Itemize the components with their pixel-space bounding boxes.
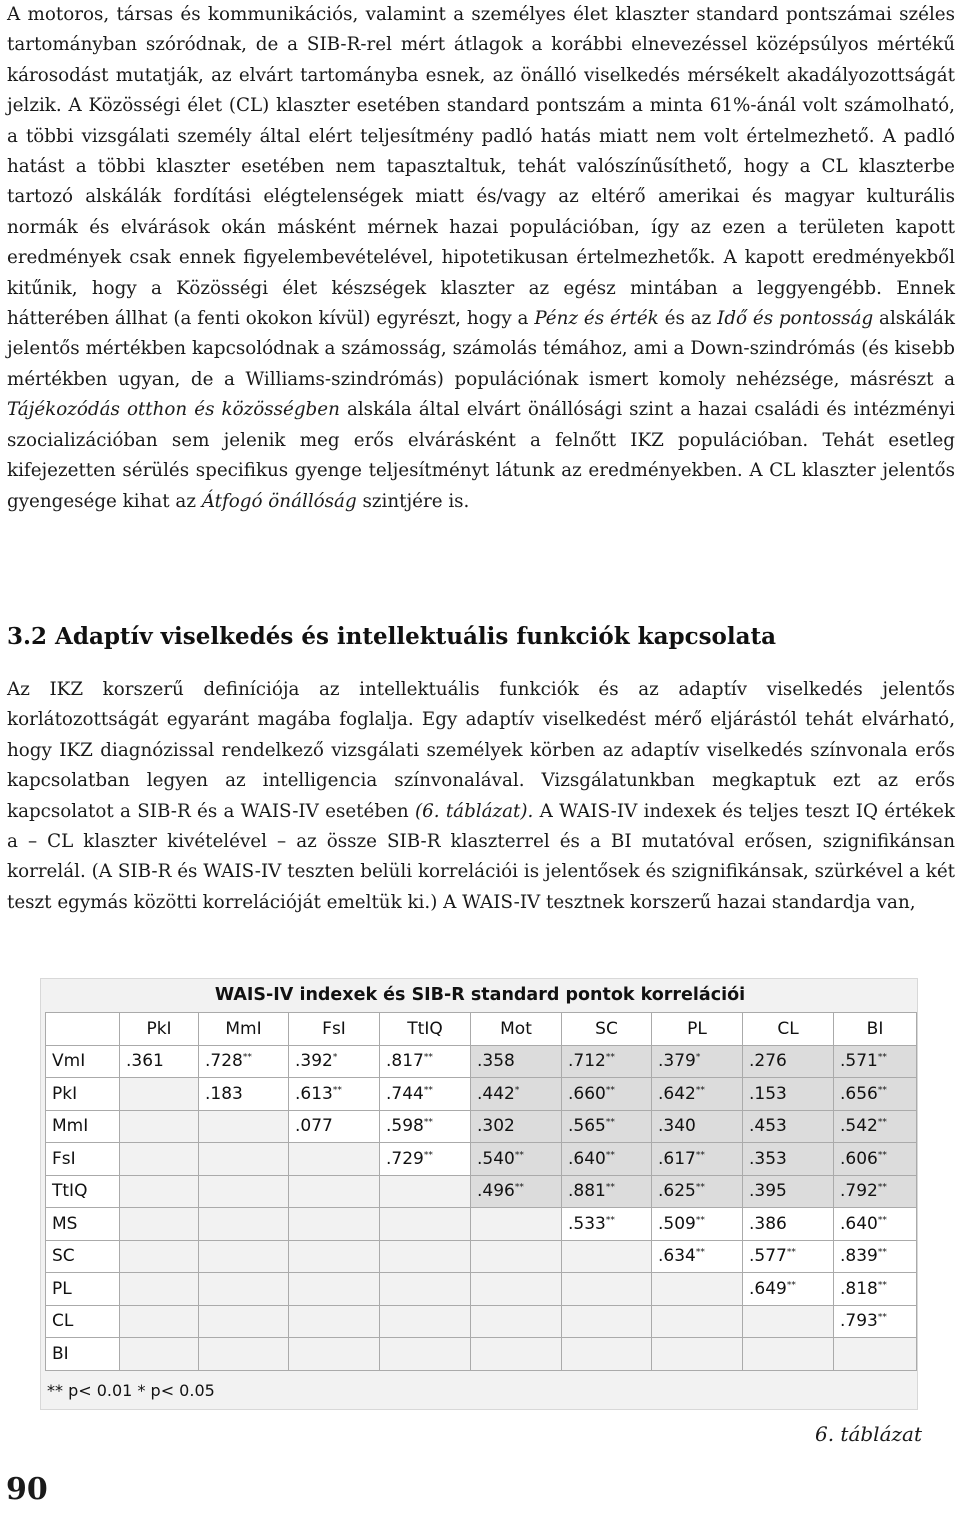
significance-marker: ** — [605, 1215, 615, 1226]
correlation-cell: .634** — [652, 1240, 743, 1273]
correlation-table-image — [40, 978, 918, 1410]
empty-cell — [120, 1338, 199, 1371]
significance-marker: ** — [423, 1150, 433, 1161]
empty-cell — [199, 1240, 289, 1273]
row-header: TtIQ — [46, 1175, 120, 1208]
correlation-cell: .660** — [562, 1078, 652, 1111]
empty-cell — [380, 1175, 471, 1208]
empty-cell — [471, 1305, 562, 1338]
significance-marker: ** — [695, 1247, 705, 1258]
significance-marker: ** — [877, 1215, 887, 1226]
row-header: FsI — [46, 1143, 120, 1176]
empty-cell — [289, 1305, 380, 1338]
empty-cell — [199, 1208, 289, 1241]
empty-cell — [289, 1175, 380, 1208]
correlation-cell: .598** — [380, 1110, 471, 1143]
significance-marker: ** — [877, 1085, 887, 1096]
correlation-cell: .712** — [562, 1045, 652, 1078]
correlation-cell: .640** — [562, 1143, 652, 1176]
significance-marker: ** — [877, 1150, 887, 1161]
correlation-cell: .353 — [743, 1143, 834, 1176]
empty-cell — [562, 1240, 652, 1273]
correlation-cell: .496** — [471, 1175, 562, 1208]
body-paragraph-2 — [7, 675, 955, 918]
table-row — [46, 1240, 917, 1273]
correlation-cell: .453 — [743, 1110, 834, 1143]
empty-cell — [471, 1338, 562, 1371]
correlation-cell: .571** — [834, 1045, 917, 1078]
correlation-cell: .565** — [562, 1110, 652, 1143]
correlation-cell: .577** — [743, 1240, 834, 1273]
text-run: A motoros, társas és kommunikációs, valamint a személyes élet klaszter standard pontszámai széles tartományban szóródnak, de a SIB-R-rel mért átlagok a korábbi elnevezéssel középsúlyos mértékű károsodást mutatják, az elvárt tartományba esnek, az önálló viselkedés mérsékelt akadályozottságát jelzik. A Közösségi élet (CL) klaszter esetében standard pontszám a minta 61%-ánál volt számolható, a többi vizsgálati személy által elért teljesítmény padló hatás miatt nem volt értelmezhető. A padló hatást a többi klaszter esetében nem tapasztaltuk, tehát valószínűsíthető, hogy a CL klaszterbe tartozó alskálák fordítási elégtelenségek miatt és/vagy az eltérő amerikai és magyar kulturális normák és elvárások okán másként mérnek hazai populációban, így az ezen a területen kapott eredmények csak ennek figyelembevételével, hipotetikusan értelmezhetők. A kapott eredményekből kitűnik, hogy a Közösségi élet készségek klaszter az egész mintában a leggyengébb. Ennek hátterében állhat (a fenti okokon kívül) egyrészt, hogy a — [7, 4, 955, 330]
empty-cell — [120, 1078, 199, 1111]
correlation-cell: .625** — [652, 1175, 743, 1208]
text-run: szintjére is. — [356, 490, 470, 512]
correlation-cell: .395 — [743, 1175, 834, 1208]
empty-cell — [834, 1338, 917, 1371]
empty-cell — [652, 1338, 743, 1371]
row-header: PL — [46, 1273, 120, 1306]
correlation-cell: .276 — [743, 1045, 834, 1078]
significance-marker: ** — [877, 1247, 887, 1258]
empty-cell — [120, 1273, 199, 1306]
correlation-cell: .077 — [289, 1110, 380, 1143]
significance-marker: ** — [605, 1085, 615, 1096]
column-header: Mot — [471, 1013, 562, 1046]
correlation-cell: .153 — [743, 1078, 834, 1111]
empty-cell — [562, 1305, 652, 1338]
significance-marker: ** — [605, 1150, 615, 1161]
text-run: alskálák jelentős mértékben kapcsolódnak a számosság, számolás témához, ami a Down-szindrómás (és kisebb mértékben ugyan, de a Williams-szindrómás) populációnak ismert komoly nehézsége, másrészt a — [7, 308, 955, 390]
significance-marker: ** — [605, 1052, 615, 1063]
correlation-cell: .302 — [471, 1110, 562, 1143]
row-header: SC — [46, 1240, 120, 1273]
empty-cell — [120, 1175, 199, 1208]
significance-note: ** p< 0.01 * p< 0.05 — [47, 1381, 215, 1400]
empty-cell — [120, 1208, 199, 1241]
empty-cell — [289, 1240, 380, 1273]
significance-marker: ** — [605, 1117, 615, 1128]
empty-cell — [199, 1175, 289, 1208]
empty-cell — [471, 1240, 562, 1273]
text-run: alskála által elvárt önállósági szint a hazai családi és intézményi szocializációban sem jelenik meg erős elvárásként a felnőtt IKZ populációban. Tehát esetleg kifejezetten sérülés specifikus gyenge teljesítményt látunk az eredményekben. A CL klaszter jelentős gyengesége kihat az — [7, 399, 955, 512]
correlation-cell: .340 — [652, 1110, 743, 1143]
table-row — [46, 1338, 917, 1371]
italic-term: Átfogó önállóság — [201, 490, 357, 512]
correlation-cell: .533** — [562, 1208, 652, 1241]
empty-cell — [380, 1240, 471, 1273]
significance-marker: ** — [877, 1117, 887, 1128]
text-run: Az IKZ korszerű definíciója az intellektuális funkciók és az adaptív viselkedés jelentős korlátozottságát egyaránt magába foglalja. Egy adaptív viselkedést mérő eljárástól tehát elvárható, hogy IKZ diagnózissal rendelkező vizsgálati személyek körben az adaptív viselkedés színvonala erős kapcsolatban legyen az intelligencia színvonalával. Vizsgálatunkban megkaptuk ezt az erős kapcsolatot a SIB-R és a WAIS-IV esetében — [7, 679, 955, 822]
empty-cell — [380, 1305, 471, 1338]
empty-cell — [289, 1338, 380, 1371]
correlation-cell: .792** — [834, 1175, 917, 1208]
correlation-cell: .744** — [380, 1078, 471, 1111]
row-header: MmI — [46, 1110, 120, 1143]
significance-marker: ** — [242, 1052, 252, 1063]
empty-cell — [652, 1273, 743, 1306]
significance-marker: ** — [423, 1052, 433, 1063]
table-row — [46, 1208, 917, 1241]
column-header: PL — [652, 1013, 743, 1046]
empty-cell — [562, 1338, 652, 1371]
significance-marker: ** — [877, 1182, 887, 1193]
table-row — [46, 1143, 917, 1176]
empty-cell — [289, 1208, 380, 1241]
significance-marker: ** — [786, 1280, 796, 1291]
significance-marker: * — [514, 1085, 520, 1096]
correlation-cell: .649** — [743, 1273, 834, 1306]
italic-term: Idő és pontosság — [717, 308, 874, 330]
correlation-cell: .379* — [652, 1045, 743, 1078]
significance-marker: ** — [605, 1182, 615, 1193]
text-run: és az — [658, 308, 718, 330]
empty-cell — [471, 1208, 562, 1241]
correlation-cell: .606** — [834, 1143, 917, 1176]
significance-marker: ** — [877, 1312, 887, 1323]
correlation-cell: .881** — [562, 1175, 652, 1208]
table-header-row — [46, 1013, 917, 1046]
column-header: FsI — [289, 1013, 380, 1046]
empty-cell — [380, 1338, 471, 1371]
significance-marker: ** — [514, 1150, 524, 1161]
italic-term: (6. táblázat). — [414, 800, 534, 822]
correlation-cell: .817** — [380, 1045, 471, 1078]
empty-cell — [120, 1143, 199, 1176]
page-number: 90 — [6, 1472, 48, 1507]
significance-marker: ** — [423, 1085, 433, 1096]
italic-term: Pénz és érték — [534, 308, 659, 330]
empty-cell — [380, 1273, 471, 1306]
empty-cell — [120, 1110, 199, 1143]
significance-marker: ** — [423, 1117, 433, 1128]
correlation-cell: .540** — [471, 1143, 562, 1176]
significance-marker: ** — [786, 1247, 796, 1258]
correlation-cell: .358 — [471, 1045, 562, 1078]
empty-cell — [471, 1273, 562, 1306]
significance-marker: ** — [695, 1150, 705, 1161]
column-header: BI — [834, 1013, 917, 1046]
correlation-cell: .509** — [652, 1208, 743, 1241]
significance-marker: ** — [695, 1085, 705, 1096]
correlation-cell: .183 — [199, 1078, 289, 1111]
empty-cell — [120, 1240, 199, 1273]
table-title: WAIS-IV indexek és SIB-R standard pontok korrelációi — [214, 985, 746, 1005]
row-header: PkI — [46, 1078, 120, 1111]
empty-cell — [743, 1305, 834, 1338]
table-row — [46, 1078, 917, 1111]
empty-cell — [380, 1208, 471, 1241]
significance-marker: ** — [332, 1085, 342, 1096]
correlation-cell: .361 — [120, 1045, 199, 1078]
row-header: CL — [46, 1305, 120, 1338]
empty-cell — [199, 1305, 289, 1338]
significance-marker: ** — [695, 1215, 705, 1226]
correlation-cell: .793** — [834, 1305, 917, 1338]
empty-cell — [199, 1338, 289, 1371]
correlation-cell: .613** — [289, 1078, 380, 1111]
empty-cell — [199, 1110, 289, 1143]
significance-marker: ** — [877, 1280, 887, 1291]
correlation-cell: .392* — [289, 1045, 380, 1078]
table-row — [46, 1175, 917, 1208]
column-header: CL — [743, 1013, 834, 1046]
row-header: VmI — [46, 1045, 120, 1078]
row-header: MS — [46, 1208, 120, 1241]
table-caption: 6. táblázat — [814, 1422, 922, 1446]
empty-cell — [120, 1305, 199, 1338]
significance-marker: ** — [877, 1052, 887, 1063]
significance-marker: ** — [514, 1182, 524, 1193]
correlation-table — [45, 1012, 917, 1371]
row-header: BI — [46, 1338, 120, 1371]
table-row — [46, 1045, 917, 1078]
significance-marker: ** — [695, 1182, 705, 1193]
column-header: MmI — [199, 1013, 289, 1046]
column-header: PkI — [120, 1013, 199, 1046]
empty-cell — [199, 1273, 289, 1306]
correlation-cell: .728** — [199, 1045, 289, 1078]
empty-cell — [289, 1143, 380, 1176]
italic-term: Tájékozódás otthon és közösségben — [7, 399, 340, 421]
correlation-cell: .656** — [834, 1078, 917, 1111]
body-paragraph-1 — [7, 0, 955, 517]
correlation-cell: .442* — [471, 1078, 562, 1111]
significance-marker: * — [332, 1052, 338, 1063]
correlation-cell: .542** — [834, 1110, 917, 1143]
column-header: SC — [562, 1013, 652, 1046]
empty-cell — [199, 1143, 289, 1176]
section-heading: 3.2 Adaptív viselkedés és intellektuális funkciók kapcsolata — [7, 623, 777, 650]
correlation-cell: .839** — [834, 1240, 917, 1273]
table-row — [46, 1305, 917, 1338]
correlation-cell: .617** — [652, 1143, 743, 1176]
empty-cell — [743, 1338, 834, 1371]
correlation-cell: .729** — [380, 1143, 471, 1176]
empty-cell — [289, 1273, 380, 1306]
column-header: TtIQ — [380, 1013, 471, 1046]
text-run: A WAIS-IV indexek és teljes teszt IQ értékek a – CL klaszter kivételével – az össze SIB-R klaszterrel és a BI mutatóval erősen, szignifikánsan korrelál. (A SIB-R és WAIS-IV teszten belüli korrelációi is jelentősek és szignifikánsak, szürkével a két teszt egymás közötti korrelációját emeltük ki.) A WAIS-IV tesztnek korszerű hazai standardja van, — [7, 800, 955, 913]
empty-cell — [652, 1305, 743, 1338]
table-row — [46, 1110, 917, 1143]
table-corner-cell — [46, 1013, 120, 1046]
correlation-cell: .642** — [652, 1078, 743, 1111]
empty-cell — [562, 1273, 652, 1306]
correlation-cell: .818** — [834, 1273, 917, 1306]
significance-marker: * — [695, 1052, 701, 1063]
table-row — [46, 1273, 917, 1306]
correlation-cell: .386 — [743, 1208, 834, 1241]
correlation-cell: .640** — [834, 1208, 917, 1241]
